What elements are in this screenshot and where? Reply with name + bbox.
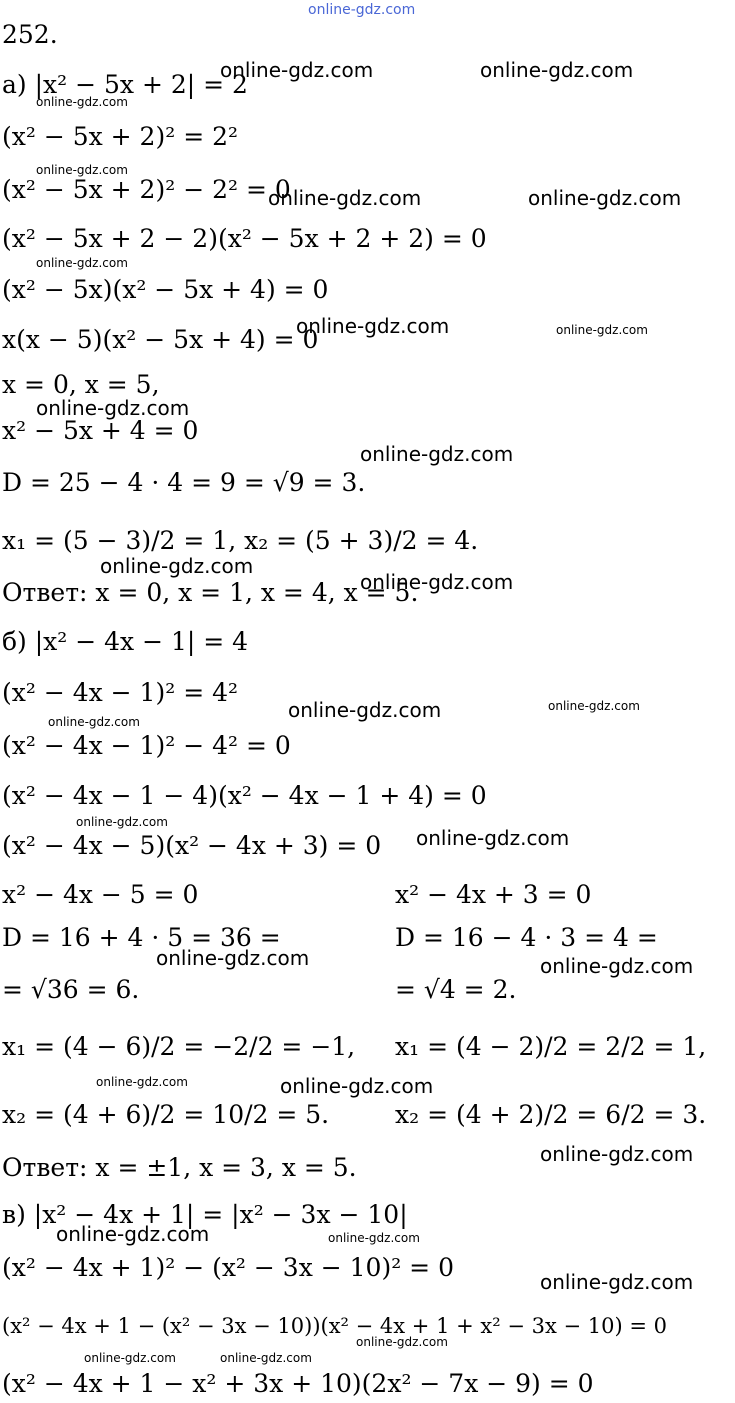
equation-line-right: x₂ = (4 + 2)/2 = 6/2 = 3.: [395, 1100, 707, 1129]
equation-line: (x² − 5x + 2)² − 2² = 0: [2, 175, 291, 204]
watermark: online-gdz.com: [556, 323, 648, 337]
equation-line: а) |x² − 5x + 2| = 2: [2, 70, 248, 99]
watermark: online-gdz.com: [548, 699, 640, 713]
equation-line: (x² − 4x + 1 − (x² − 3x − 10))(x² − 4x + 1 + x² − 3x − 10) = 0: [2, 1314, 667, 1338]
equation-line: (x² − 4x − 1 − 4)(x² − 4x − 1 + 4) = 0: [2, 781, 487, 810]
equation-line: (x² − 4x − 1)² − 4² = 0: [2, 731, 291, 760]
problem-number: 252.: [2, 20, 58, 49]
watermark: online-gdz.com: [416, 826, 570, 850]
watermark: online-gdz.com: [360, 442, 514, 466]
equation-line: (x² − 4x + 1)² − (x² − 3x − 10)² = 0: [2, 1253, 454, 1282]
equation-line-left: = √36 = 6.: [2, 975, 140, 1004]
watermark: online-gdz.com: [328, 1231, 420, 1245]
equation-line: x(x − 5)(x² − 5x + 4) = 0: [2, 325, 319, 354]
equation-line: б) |x² − 4x − 1| = 4: [2, 627, 249, 656]
watermark: online-gdz.com: [540, 1142, 694, 1166]
watermark: online-gdz.com: [540, 954, 694, 978]
watermark: online-gdz.com: [268, 186, 422, 210]
equation-line: (x² − 5x + 2 − 2)(x² − 5x + 2 + 2) = 0: [2, 224, 487, 253]
watermark: online-gdz.com: [480, 58, 634, 82]
equation-line-left: x₂ = (4 + 6)/2 = 10/2 = 5.: [2, 1100, 330, 1129]
watermark: online-gdz.com: [48, 715, 140, 729]
watermark: online-gdz.com: [36, 256, 128, 270]
watermark: online-gdz.com: [36, 95, 128, 109]
equation-line: x² − 5x + 4 = 0: [2, 416, 199, 445]
watermark: online-gdz.com: [220, 58, 374, 82]
watermark: online-gdz.com: [84, 1351, 176, 1365]
watermark: online-gdz.com: [100, 554, 254, 578]
watermark: online-gdz.com: [296, 314, 450, 338]
equation-line-left: D = 16 + 4 · 5 = 36 =: [2, 923, 281, 952]
equation-line: x₁ = (5 − 3)/2 = 1, x₂ = (5 + 3)/2 = 4.: [2, 526, 479, 555]
answer-line: Ответ: x = ±1, x = 3, x = 5.: [2, 1153, 357, 1182]
equation-line: D = 25 − 4 · 4 = 9 = √9 = 3.: [2, 468, 366, 497]
equation-line-right: = √4 = 2.: [395, 975, 517, 1004]
equation-line-left: x₁ = (4 − 6)/2 = −2/2 = −1,: [2, 1032, 356, 1061]
equation-line: (x² − 4x − 1)² = 4²: [2, 678, 239, 707]
equation-line-right: x₁ = (4 − 2)/2 = 2/2 = 1,: [395, 1032, 707, 1061]
equation-line: x = 0, x = 5,: [2, 370, 160, 399]
equation-line-right: x² − 4x + 3 = 0: [395, 880, 592, 909]
watermark: online-gdz.com: [220, 1351, 312, 1365]
answer-line: Ответ: x = 0, x = 1, x = 4, x = 5.: [2, 578, 419, 607]
watermark: online-gdz.com: [540, 1270, 694, 1294]
watermark: online-gdz.com: [528, 186, 682, 210]
watermark: online-gdz.com: [280, 1074, 434, 1098]
watermark: online-gdz.com: [360, 570, 514, 594]
watermark: online-gdz.com: [96, 1075, 188, 1089]
watermark: online-gdz.com: [76, 815, 168, 829]
watermark: online-gdz.com: [36, 163, 128, 177]
watermark-top: online-gdz.com: [308, 2, 416, 18]
watermark: online-gdz.com: [156, 946, 310, 970]
watermark: online-gdz.com: [36, 396, 190, 420]
equation-line: (x² − 4x + 1 − x² + 3x + 10)(2x² − 7x − 9) = 0: [2, 1369, 594, 1398]
equation-line: (x² − 5x)(x² − 5x + 4) = 0: [2, 275, 329, 304]
equation-line-left: x² − 4x − 5 = 0: [2, 880, 199, 909]
equation-line: (x² − 5x + 2)² = 2²: [2, 122, 239, 151]
equation-line: в) |x² − 4x + 1| = |x² − 3x − 10|: [2, 1200, 408, 1229]
watermark: online-gdz.com: [356, 1335, 448, 1349]
equation-line-right: D = 16 − 4 · 3 = 4 =: [395, 923, 658, 952]
watermark: online-gdz.com: [56, 1222, 210, 1246]
equation-line: (x² − 4x − 5)(x² − 4x + 3) = 0: [2, 831, 382, 860]
watermark: online-gdz.com: [288, 698, 442, 722]
